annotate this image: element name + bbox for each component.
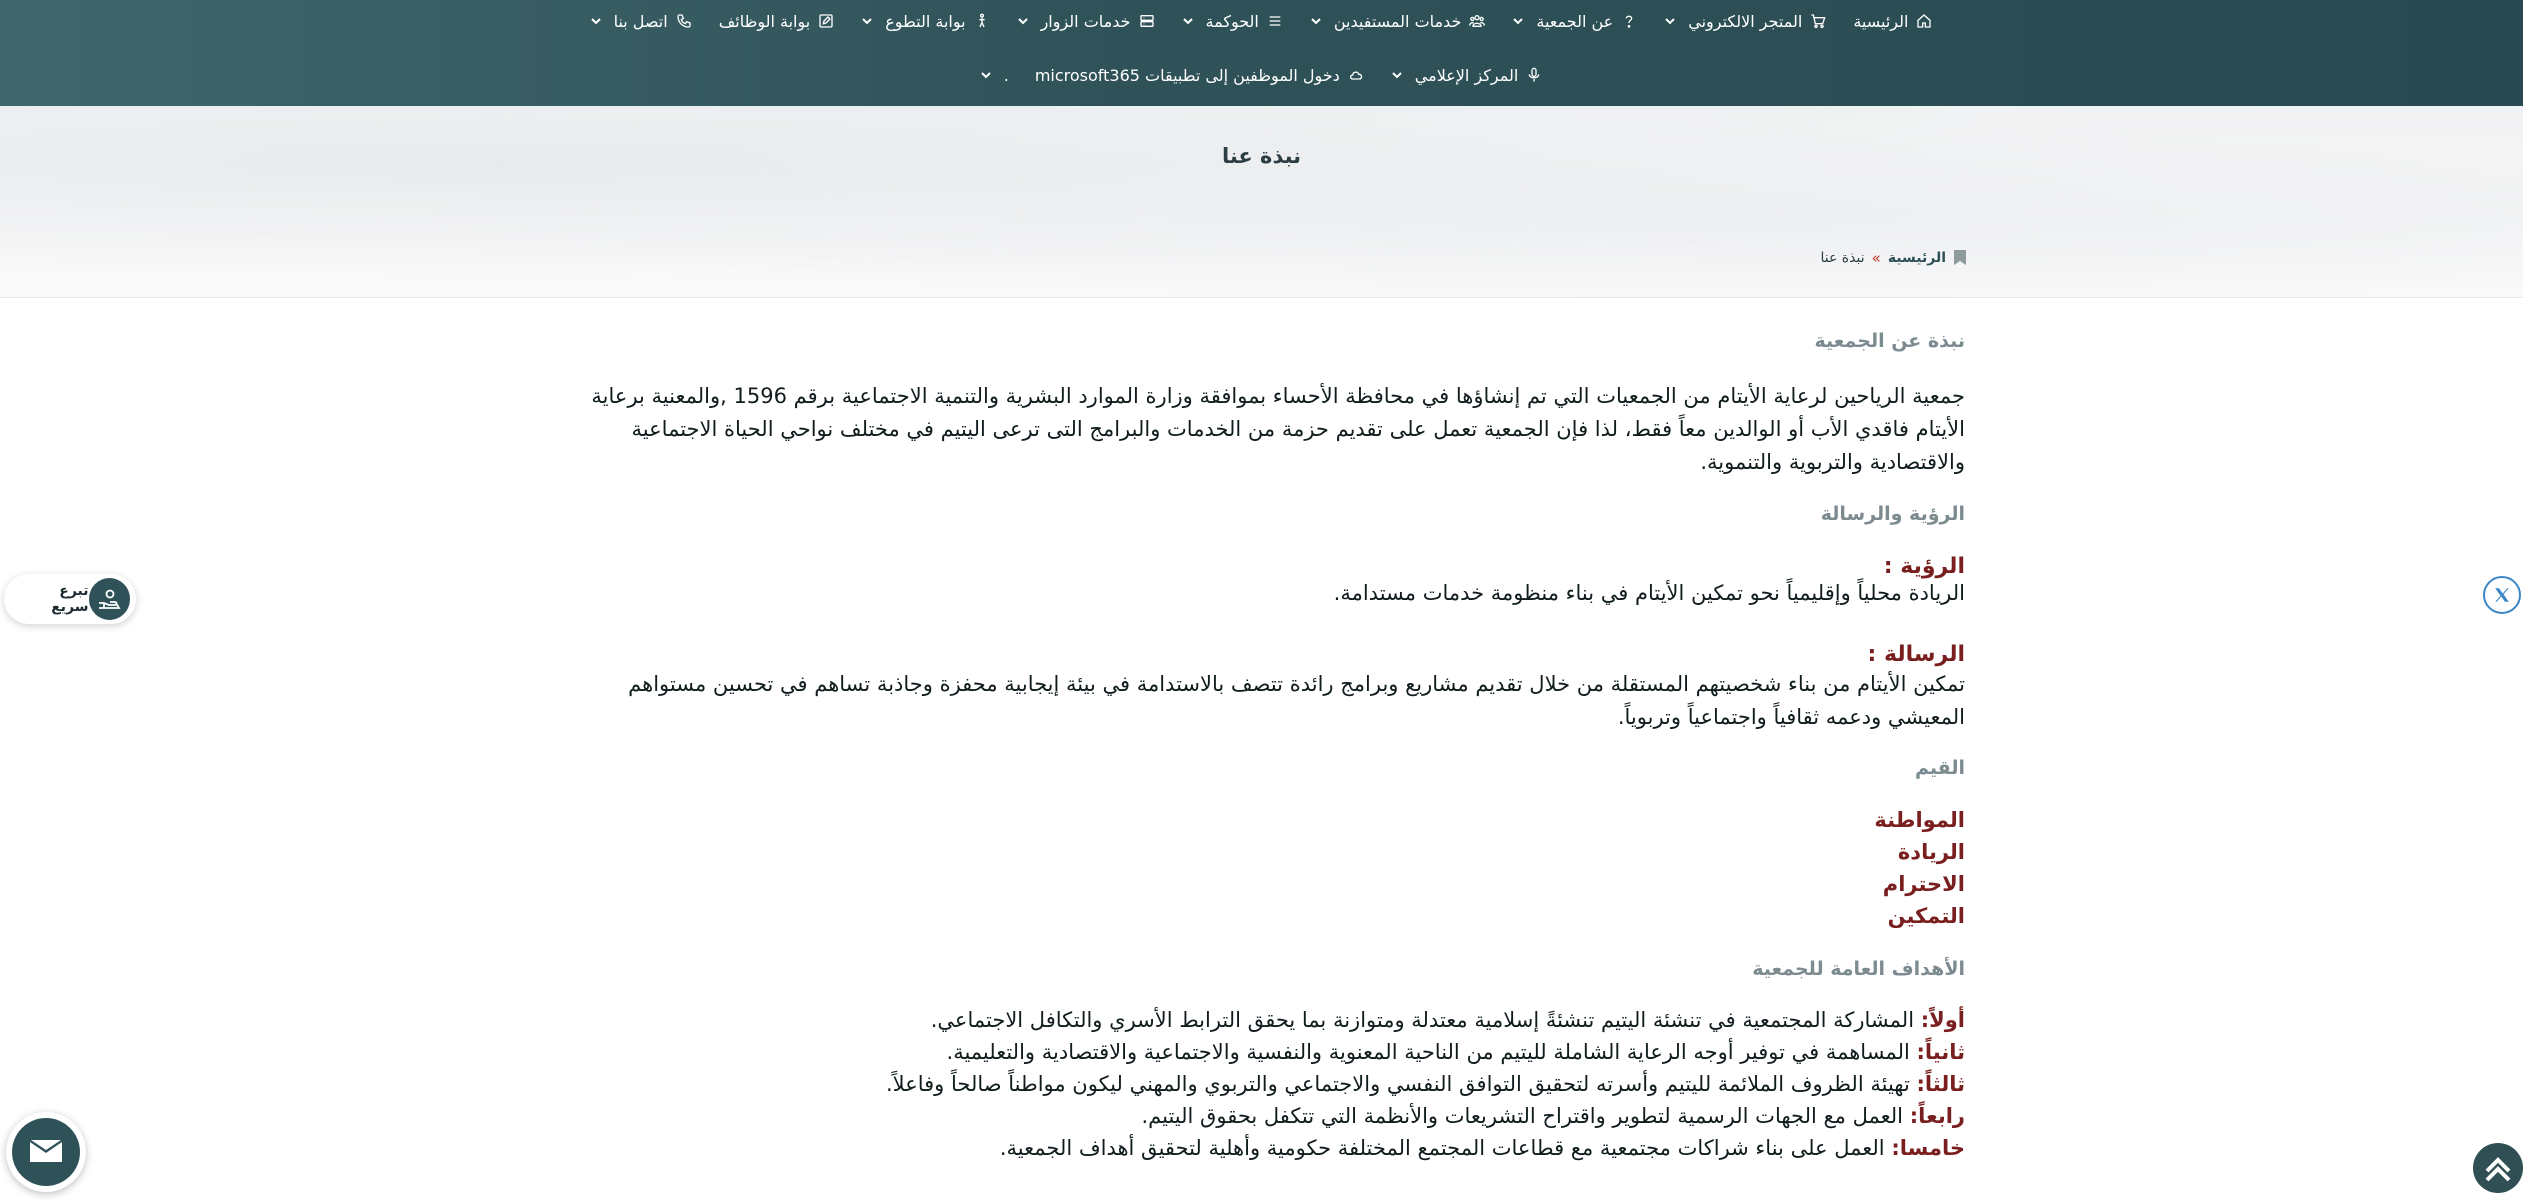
nav-item-label: الحوكمة xyxy=(1205,11,1259,31)
chevron-down-icon xyxy=(980,69,992,81)
chevron-down-icon xyxy=(861,15,873,27)
breadcrumb-separator: » xyxy=(1871,249,1881,267)
chevron-down-icon xyxy=(1182,15,1194,27)
nav-item-contact[interactable] xyxy=(577,4,706,38)
nav-item-label: بوابة التطوع xyxy=(885,11,966,31)
goal-item xyxy=(555,1004,1965,1036)
users-icon xyxy=(1468,12,1486,30)
goal-item xyxy=(555,1068,1965,1100)
nav-item-label: خدمات المستفيدين xyxy=(1333,11,1462,31)
breadcrumb xyxy=(1821,249,1966,267)
x-share-button[interactable] xyxy=(2483,576,2521,614)
goals-section-title: الأهداف العامة للجمعية xyxy=(1752,958,1965,980)
page-title: نبذة عنا xyxy=(1221,144,1302,168)
server-icon xyxy=(1138,12,1156,30)
nav-item-visitor-services[interactable] xyxy=(1004,4,1169,38)
value-item: الاحترام xyxy=(1882,872,1965,896)
goal-item xyxy=(555,1036,1965,1068)
cloud-icon xyxy=(1347,66,1365,84)
nav-item-beneficiary-services[interactable] xyxy=(1297,4,1500,38)
values-list xyxy=(1874,804,1965,932)
chevron-down-icon xyxy=(1512,15,1524,27)
vision-mission-section-title: الرؤية والرسالة xyxy=(1820,503,1965,525)
chevron-up-icon xyxy=(2479,1149,2517,1187)
chevron-down-icon xyxy=(1391,69,1403,81)
value-item: التمكين xyxy=(1887,904,1965,928)
goal-key: ثالثاً: xyxy=(1916,1072,1965,1096)
donate-hand-icon xyxy=(89,578,130,620)
nav-item-label: بوابة الوظائف xyxy=(718,11,811,31)
nav-item-label: خدمات الزوار xyxy=(1040,11,1131,31)
nav-item-label: المتجر الالكتروني xyxy=(1688,11,1803,31)
value-item: المواطنة xyxy=(1874,808,1965,832)
scroll-to-top-button[interactable] xyxy=(2473,1143,2523,1193)
nav-item-volunteer-portal[interactable] xyxy=(848,4,1003,38)
nav-item-label: . xyxy=(1003,65,1009,85)
nav-item-store[interactable] xyxy=(1651,4,1840,38)
mission-label: الرسالة : xyxy=(1867,642,1965,667)
nav-item-label: الرئيسية xyxy=(1853,11,1909,31)
vision-text: الريادة محلياً وإقليمياً نحو تمكين الأيتام في بناء منظومة خدمات مستدامة. xyxy=(1333,581,1965,605)
bookmark-icon xyxy=(1952,250,1966,266)
goal-text: تهيئة الظروف الملائمة لليتيم وأسرته لتحقيق التوافق النفسي والاجتماعي والتربوي والمهني ليكون مواطناً صالحاً وفاعلاً. xyxy=(886,1072,1917,1096)
about-section-title: نبذة عن الجمعية xyxy=(1814,330,1965,352)
breadcrumb-current: نبذة عنا xyxy=(1820,250,1865,266)
home-icon xyxy=(1915,12,1933,30)
goals-list xyxy=(555,1004,1965,1164)
list-icon xyxy=(1266,12,1284,30)
mail-button-inner xyxy=(12,1118,80,1186)
vision-label: الرؤية : xyxy=(1883,554,1965,579)
values-section-title: القيم xyxy=(1915,757,1965,779)
goal-text: العمل مع الجهات الرسمية لتطوير واقتراح التشريعات والأنظمة التي تتكفل بحقوق اليتيم. xyxy=(1141,1104,1910,1128)
chevron-down-icon xyxy=(1664,15,1676,27)
goal-key: رابعاً: xyxy=(1909,1104,1965,1128)
nav-row-secondary xyxy=(0,58,2523,92)
goal-text: المشاركة المجتمعية في تنشئة اليتيم تنشئةً إسلامية معتدلة ومتوازنة بما يحقق الترابط الأسري والتكافل الاجتماعي. xyxy=(930,1008,1921,1032)
goal-key: ثانياً: xyxy=(1916,1040,1965,1064)
volunteer-icon xyxy=(973,12,991,30)
nav-item-label: المركز الإعلامي xyxy=(1414,65,1519,85)
chevron-down-icon xyxy=(590,15,602,27)
microphone-icon xyxy=(1525,66,1543,84)
goal-text: المساهمة في توفير أوجه الرعاية الشاملة لليتيم من الناحية المعنوية والنفسية والاجتماعية والاقتصادية والتعليمية. xyxy=(946,1040,1917,1064)
nav-item-governance[interactable] xyxy=(1169,4,1297,38)
nav-item-label: عن الجمعية xyxy=(1536,11,1614,31)
goal-item xyxy=(555,1100,1965,1132)
nav-item-media-center[interactable] xyxy=(1378,58,1557,92)
page-banner xyxy=(0,106,2523,298)
nav-item-label: اتصل بنا xyxy=(613,11,668,31)
about-text: جمعية الرياحين لرعاية الأيتام من الجمعيات التي تم إنشاؤها في محافظة الأحساء بموافقة وزارة الموارد البشرية والتنمية الاجتماعية برقم 1596 ,والمعنية برعاية الأيتام فاقدي الأب أو الوالدين معاً فقط، لذا فإن الجمعية تعمل على تقديم حزمة من الخدمات والبرامج التى ترعى اليتيم في مختلف نواحي الحياة الاجتماعية والاقتصادية والتربوية والتنموية. xyxy=(591,384,1965,474)
contact-mail-button[interactable] xyxy=(6,1112,86,1192)
goal-item xyxy=(555,1132,1965,1164)
nav-item-home[interactable] xyxy=(1840,4,1946,38)
nav-item-about[interactable] xyxy=(1499,4,1651,38)
breadcrumb-home-link[interactable]: الرئيسية xyxy=(1887,250,1946,266)
goal-key: خامسا: xyxy=(1891,1136,1965,1160)
chevron-down-icon xyxy=(1017,15,1029,27)
value-item: الريادة xyxy=(1897,840,1965,864)
goal-text: العمل على بناء شراكات مجتمعية مع قطاعات المجتمع المختلفة حكومية وأهلية لتحقيق أهداف الجمعية. xyxy=(999,1136,1892,1160)
main-navigation xyxy=(0,0,2523,106)
x-logo-icon xyxy=(2493,586,2511,604)
edit-icon xyxy=(817,12,835,30)
nav-item-more[interactable] xyxy=(967,58,1022,92)
nav-item-label: دخول الموظفين إلى تطبيقات microsoft365 xyxy=(1034,65,1340,85)
mission-text: تمكين الأيتام من بناء شخصيتهم المستقلة من خلال تقديم مشاريع وبرامج رائدة تتصف بالاستدامة في بيئة إيجابية محفزة وجاذبة تساهم في تحسين مستواهم المعيشي ودعمه ثقافياً واجتماعياً وتربوياً. xyxy=(628,672,1965,729)
quick-donate-label: تبرع سريع xyxy=(51,583,89,615)
quick-donate-button[interactable] xyxy=(4,574,136,624)
phone-icon xyxy=(675,12,693,30)
nav-row-primary xyxy=(0,4,2523,38)
nav-item-jobs-portal[interactable] xyxy=(706,4,849,38)
chevron-down-icon xyxy=(1310,15,1322,27)
nav-item-employee-login[interactable] xyxy=(1022,58,1378,92)
goal-key: أولاً: xyxy=(1920,1008,1965,1032)
question-icon xyxy=(1620,12,1638,30)
cart-icon xyxy=(1809,12,1827,30)
envelope-icon xyxy=(30,1140,62,1164)
